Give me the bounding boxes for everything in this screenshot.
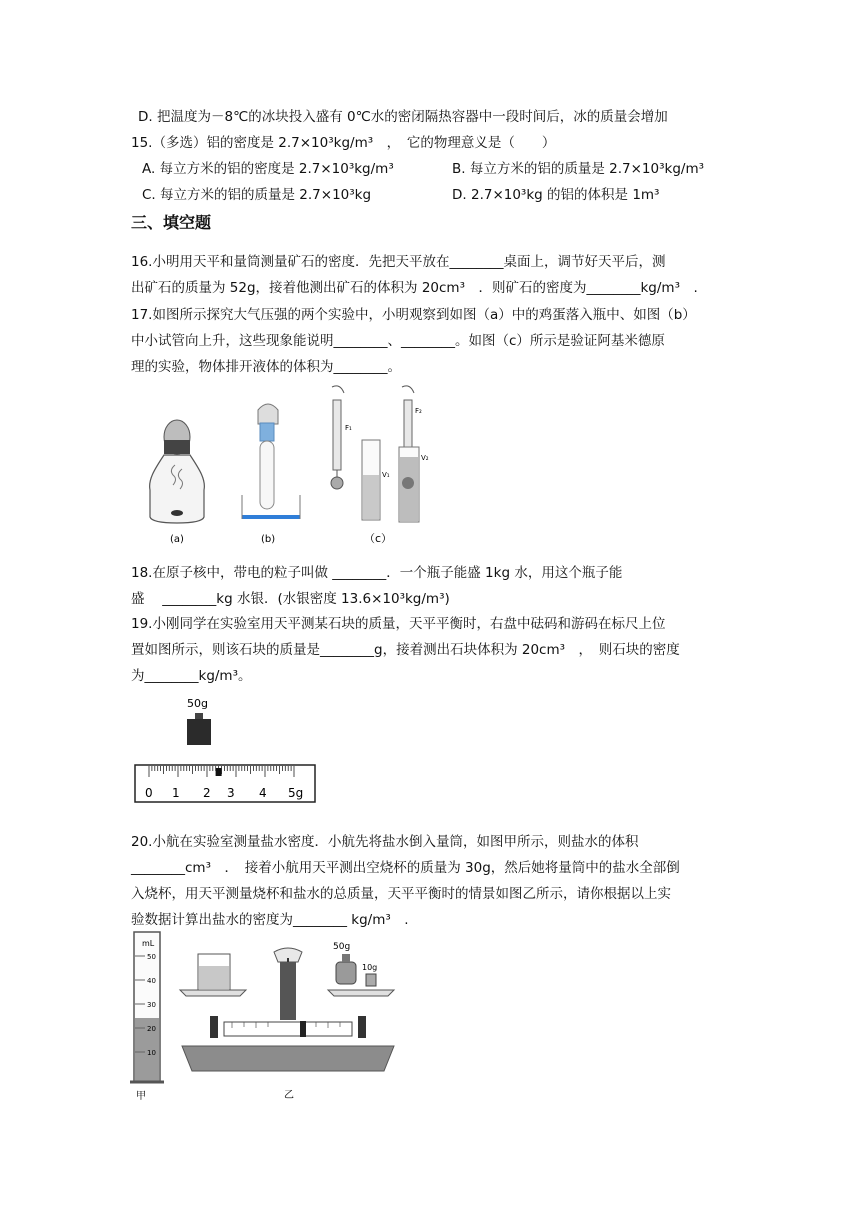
q15-option-d: D. 2.7×10³kg 的铝的体积是 1m³ xyxy=(452,187,660,203)
q15-option-a: A. 每立方米的铝的密度是 2.7×10³kg/m³ xyxy=(142,161,394,177)
cyl-30: 30 xyxy=(147,1001,156,1009)
q17-line-1: 17.如图所示探究大气压强的两个实验中，小明观察到如图（a）中的鸡蛋落入瓶中、如图（b） xyxy=(131,307,696,323)
w50-label: 50g xyxy=(333,942,351,952)
figure-label-b: (b) xyxy=(261,534,276,545)
q19-line-3: 为________kg/m³。 xyxy=(131,668,252,684)
q15-option-c: C. 每立方米的铝的质量是 2.7×10³kg xyxy=(142,187,372,203)
q19-line-2: 置如图所示，则该石块的质量是________g，接着测出石块体积为 20cm³ ， 则石块的密度 xyxy=(131,642,680,658)
cyl-20: 20 xyxy=(147,1025,156,1033)
q16-line-2: 出矿石的质量为 52g，接着他测出矿石的体积为 20cm³ ．则矿石的密度为________kg/m³ . xyxy=(131,280,698,296)
weight-label: 50g xyxy=(187,697,208,710)
q15-option-b: B. 每立方米的铝的质量是 2.7×10³kg/m³ xyxy=(452,161,705,177)
q18-line-2: 盛 ________kg 水银．(水银密度 13.6×10³kg/m³) xyxy=(131,591,450,607)
cyl-10: 10 xyxy=(147,1049,156,1057)
ruler-label-3: 3 xyxy=(227,786,235,800)
q14-option-d: D. 把温度为－8℃的冰块投入盛有 0℃水的密闭隔热容器中一段时间后，冰的质量会增加 xyxy=(138,109,668,125)
ruler-label-0: 0 xyxy=(145,786,153,800)
ruler-label-4: 4 xyxy=(259,786,267,800)
f2-label: F₂ xyxy=(415,407,422,415)
q20-line-2: ________cm³ ． 接着小航用天平测出空烧杯的质量为 30g，然后她将量筒中的盐水全部倒 xyxy=(131,860,680,876)
bottle-with-egg-figure xyxy=(150,420,205,523)
q17-figure xyxy=(140,385,440,555)
q16-line-1: 16.小明用天平和量筒测量矿石的密度．先把天平放在________桌面上，调节好天平后，测 xyxy=(131,254,666,270)
v1-label: V₁ xyxy=(382,471,390,479)
q19-figure xyxy=(135,695,325,805)
q17-line-3: 理的实验，物体排开液体的体积为________。 xyxy=(131,359,401,375)
yi-label: 乙 xyxy=(284,1090,294,1101)
f1-label: F₁ xyxy=(345,424,352,432)
spring-scale-figure xyxy=(331,386,419,522)
jia-label: 甲 xyxy=(136,1091,146,1102)
cyl-40: 40 xyxy=(147,977,156,985)
q18-line-1: 18.在原子核中，带电的粒子叫做 ________．一个瓶子能盛 1kg 水，用这个瓶子能 xyxy=(131,565,623,581)
q19-line-1: 19.小刚同学在实验室用天平测某石块的质量，天平平衡时，右盘中砝码和游码在标尺上位 xyxy=(131,616,666,632)
q20-line-3: 入烧杯，用天平测量烧杯和盐水的总质量，天平平衡时的情景如图乙所示，请你根据以上实 xyxy=(131,886,671,902)
q15-stem: 15.（多选）铝的密度是 2.7×10³kg/m³ ， 它的物理意义是（ ） xyxy=(131,135,556,151)
q20-line-1: 20.小航在实验室测量盐水密度．小航先将盐水倒入量筒，如图甲所示，则盐水的体积 xyxy=(131,834,639,850)
ruler-label-1: 1 xyxy=(172,786,180,800)
v2-label: V₂ xyxy=(421,454,429,462)
ml-label: mL xyxy=(142,939,155,948)
ruler-label-2: 2 xyxy=(203,786,211,800)
w10-label: 10g xyxy=(362,963,378,972)
cyl-50: 50 xyxy=(147,953,156,961)
q20-figure xyxy=(128,926,408,1106)
q17-line-2: 中小试管向上升，这些现象能说明________、________。如图（c）所示是验证阿基米德原 xyxy=(131,333,665,349)
rider-slider xyxy=(216,768,222,776)
test-tube-figure xyxy=(242,404,300,519)
section-title: 三、填空题 xyxy=(131,213,212,232)
ruler-label-5g: 5g xyxy=(288,786,304,800)
figure-label-c: （c） xyxy=(364,532,393,545)
q20-line-4: 验数据计算出盐水的密度为________ kg/m³ . xyxy=(131,912,409,928)
figure-label-a: (a) xyxy=(170,534,184,545)
